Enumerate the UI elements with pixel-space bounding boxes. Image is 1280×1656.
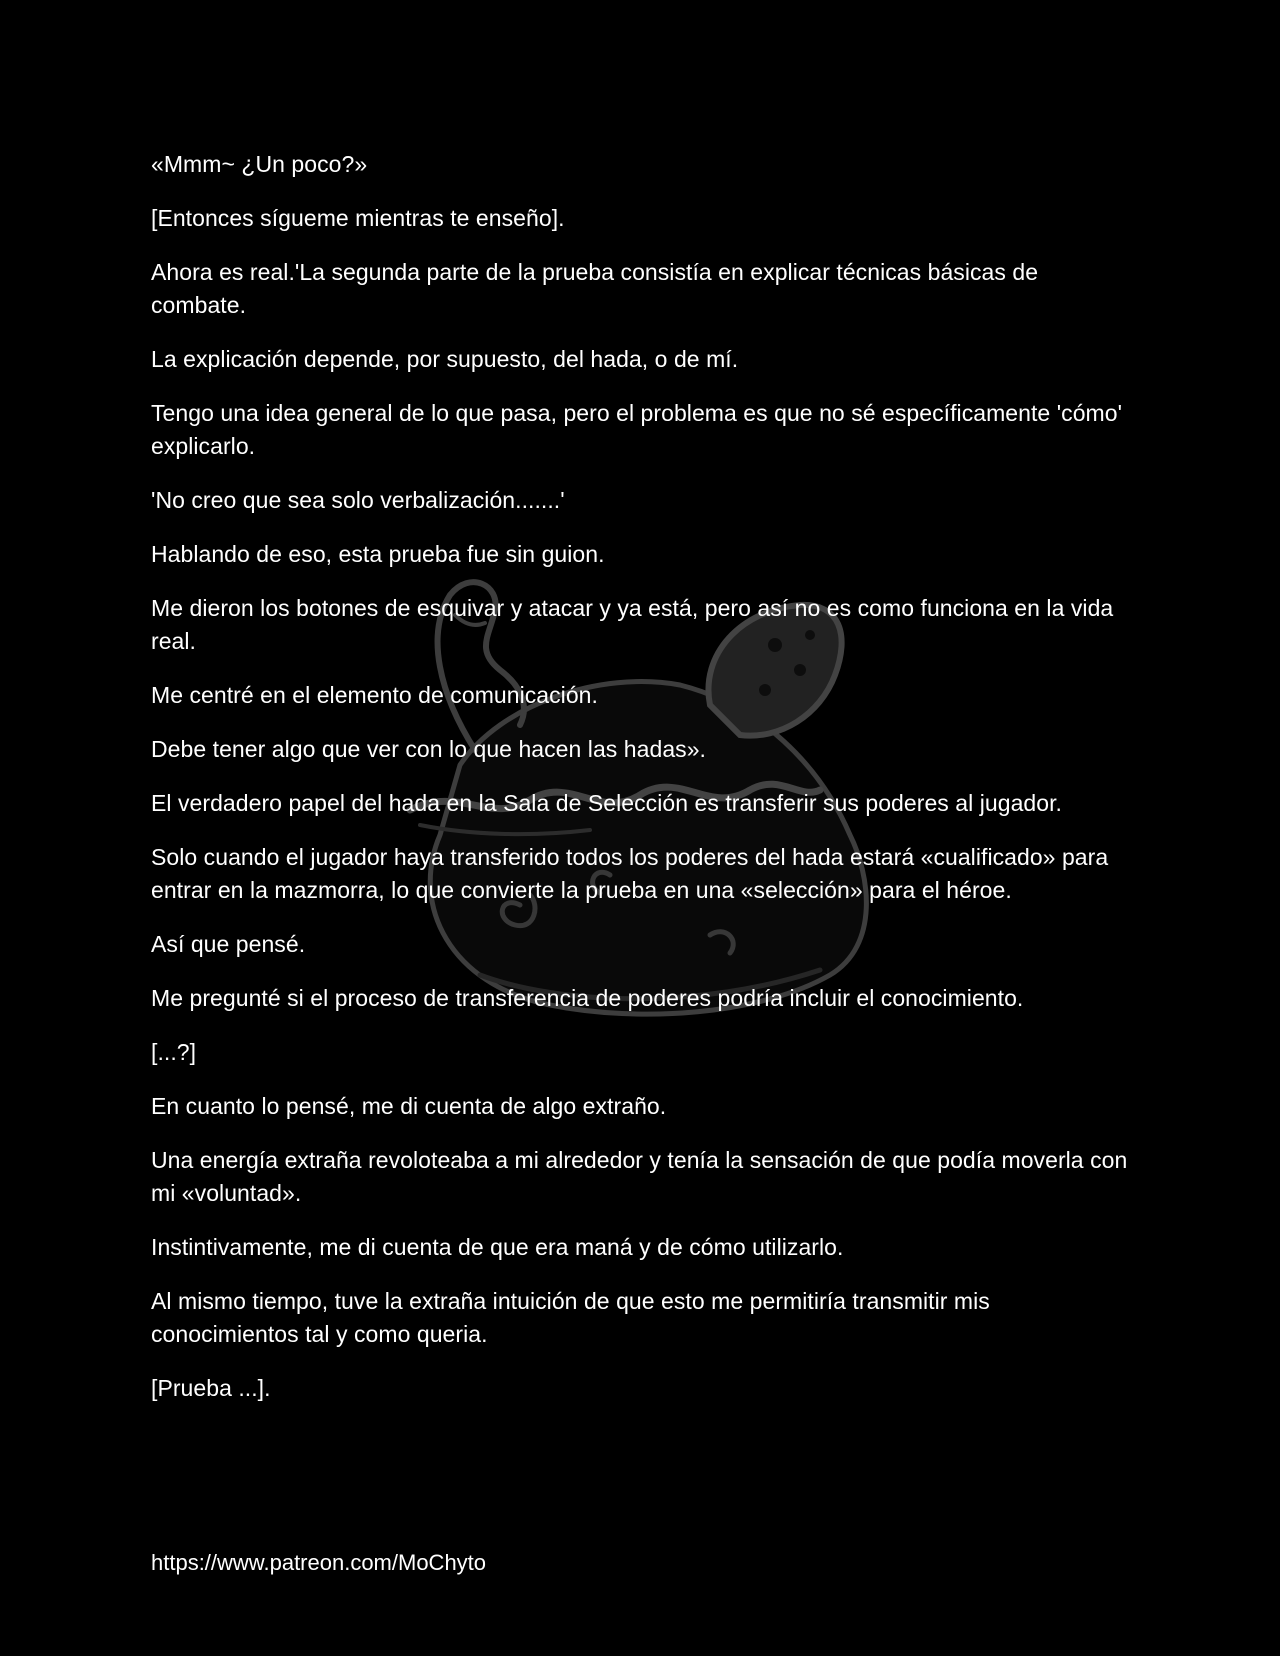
paragraph: «Mmm~ ¿Un poco?» [151,151,368,177]
chapter-text [151,148,1131,1426]
paragraph: Instintivamente, me di cuenta de que era maná y de cómo utilizarlo. [151,1234,844,1260]
paragraph: El verdadero papel del hada en la Sala de Selección es transferir sus poderes al jugador. [151,790,1062,816]
paragraph: Solo cuando el jugador haya transferido todos los poderes del hada estará «cualificado» para entrar en la mazmorra, lo que convierte la prueba en una «selección» para el héroe. [151,844,1109,903]
paragraph: Una energía extraña revoloteaba a mi alrededor y tenía la sensación de que podía moverla con mi «voluntad». [151,1147,1128,1206]
patreon-link[interactable]: https://www.patreon.com/MoChyto [151,1550,487,1575]
paragraph: [Entonces sígueme mientras te enseño]. [151,205,565,231]
paragraph: Debe tener algo que ver con lo que hacen las hadas». [151,736,706,762]
paragraph: Hablando de eso, esta prueba fue sin guion. [151,541,605,567]
paragraph: Tengo una idea general de lo que pasa, pero el problema es que no sé específicamente 'cómo' explicarlo. [151,400,1123,459]
paragraph: La explicación depende, por supuesto, del hada, o de mí. [151,346,739,372]
paragraph: Me centré en el elemento de comunicación. [151,682,598,708]
paragraph: Ahora es real.'La segunda parte de la prueba consistía en explicar técnicas básicas de combate. [151,259,1039,318]
paragraph: [...?] [151,1039,197,1065]
paragraph: Al mismo tiempo, tuve la extraña intuición de que esto me permitiría transmitir mis conocimientos tal y como queria. [151,1288,990,1347]
paragraph: Me dieron los botones de esquivar y atacar y ya está, pero así no es como funciona en la vida real. [151,595,1114,654]
paragraph: En cuanto lo pensé, me di cuenta de algo extraño. [151,1093,667,1119]
paragraph: 'No creo que sea solo verbalización.......' [151,487,565,513]
paragraph: Me pregunté si el proceso de transferencia de poderes podría incluir el conocimiento. [151,985,1024,1011]
paragraph: Así que pensé. [151,931,306,957]
paragraph: [Prueba ...]. [151,1375,271,1401]
